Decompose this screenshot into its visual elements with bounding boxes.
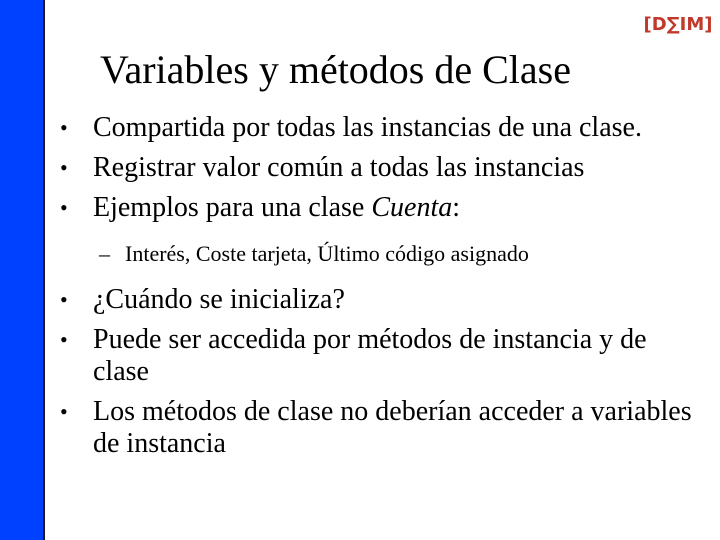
slide-title: Variables y métodos de Clase bbox=[100, 47, 571, 92]
bullet-dot: • bbox=[60, 195, 68, 220]
bullet-item-3 bbox=[60, 192, 700, 224]
bullet-dot: • bbox=[60, 327, 68, 352]
left-accent-bar bbox=[0, 0, 45, 540]
bullet-text: Los métodos de clase no deberían acceder a variables de instancia bbox=[93, 396, 692, 459]
bullet-text: Registrar valor común a todas las instancias bbox=[93, 152, 585, 183]
svg-text:[D∑IM]: [D∑IM] bbox=[643, 14, 713, 35]
bullet-item-4 bbox=[60, 284, 700, 316]
sub-bullet-dash: – bbox=[99, 241, 110, 266]
dsim-logo bbox=[643, 8, 713, 38]
sub-bullet-text: Interés, Coste tarjeta, Último código asignado bbox=[125, 241, 529, 266]
bullet-text: Puede ser accedida por métodos de instancia y de clase bbox=[93, 324, 647, 387]
bullet-dot: • bbox=[60, 399, 68, 424]
bullet-dot: • bbox=[60, 155, 68, 180]
bullet-text-pre: Ejemplos para una clase bbox=[93, 192, 372, 223]
bullet-item-2 bbox=[60, 152, 700, 184]
bullet-text: ¿Cuándo se inicializa? bbox=[93, 284, 345, 315]
bullet-list bbox=[60, 112, 700, 468]
sub-bullet-item-1 bbox=[60, 241, 700, 267]
bullet-text bbox=[93, 192, 700, 224]
class-name-emphasis: Cuenta bbox=[371, 192, 453, 223]
bullet-item-5 bbox=[60, 324, 700, 388]
bullet-text-post: : bbox=[452, 192, 461, 223]
bullet-text: Compartida por todas las instancias de una clase. bbox=[93, 112, 642, 143]
bullet-item-1 bbox=[60, 112, 700, 144]
bullet-dot: • bbox=[60, 115, 68, 140]
bullet-dot: • bbox=[60, 287, 68, 312]
bullet-item-6 bbox=[60, 396, 700, 460]
